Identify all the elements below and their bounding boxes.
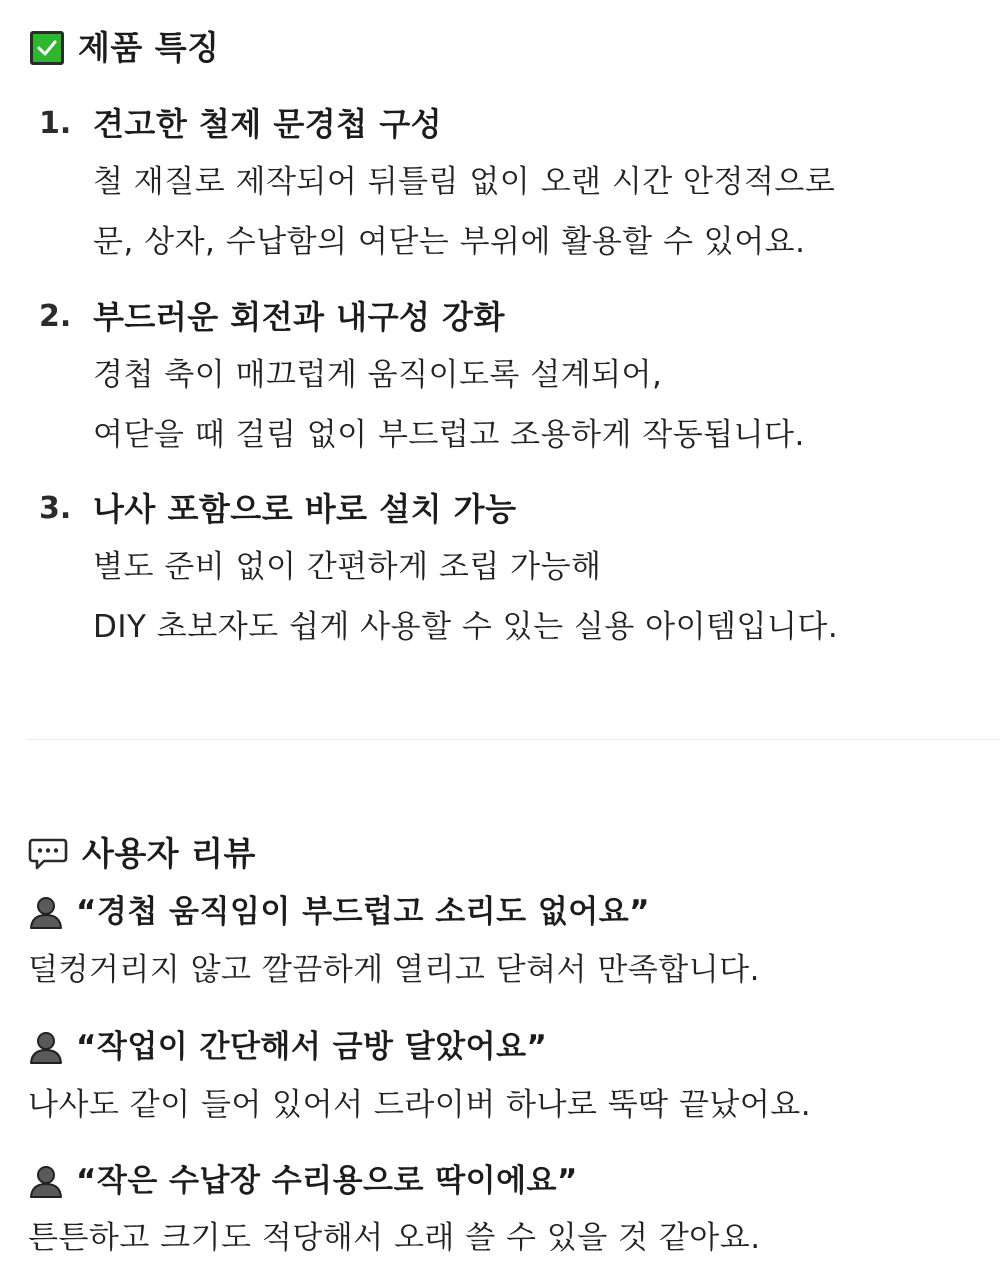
section-divider: [26, 739, 1000, 740]
review-title-text: “경첩 움직임이 부드럽고 소리도 없어요”: [76, 894, 651, 930]
person-icon: [28, 895, 64, 929]
feature-description-line: 문, 상자, 수납함의 여닫는 부위에 활용할 수 있어요.: [93, 224, 806, 260]
person-icon: [28, 1030, 64, 1064]
review-body: 나사도 같이 들어 있어서 드라이버 하나로 뚝딱 끝났어요.: [28, 1087, 812, 1123]
feature-number: 3.: [39, 491, 72, 526]
review-title: [28, 1027, 547, 1067]
check-box-icon: [30, 31, 64, 65]
features-section: [0, 28, 1000, 68]
review-title-text: “작은 수납장 수리용으로 딱이에요”: [76, 1163, 578, 1199]
reviews-heading-text: 사용자 리뷰: [82, 834, 256, 873]
review-title: [28, 892, 650, 932]
reviews-section: [0, 834, 1000, 874]
features-heading: [30, 28, 1000, 68]
feature-title: 견고한 철제 문경첩 구성: [93, 105, 443, 143]
feature-title: 부드러운 회전과 내구성 강화: [93, 298, 505, 336]
speech-bubble-icon: [28, 837, 68, 871]
review-body: 튼튼하고 크기도 적당해서 오래 쓸 수 있을 것 같아요.: [28, 1220, 761, 1256]
feature-description-line: 여닫을 때 걸림 없이 부드럽고 조용하게 작동됩니다.: [93, 417, 805, 453]
reviews-heading: [28, 834, 1000, 874]
feature-number: 2.: [39, 299, 72, 334]
person-icon: [28, 1164, 64, 1198]
feature-description-line: DIY 초보자도 쉽게 사용할 수 있는 실용 아이템입니다.: [93, 609, 839, 645]
feature-title: 나사 포함으로 바로 설치 가능: [93, 490, 517, 528]
review-title-text: “작업이 간단해서 금방 달았어요”: [76, 1029, 548, 1065]
feature-number: 1.: [39, 106, 72, 141]
feature-description-line: 별도 준비 없이 간편하게 조립 가능해: [93, 549, 602, 585]
review-body: 덜컹거리지 않고 깔끔하게 열리고 닫혀서 만족합니다.: [28, 952, 760, 988]
feature-description-line: 철 재질로 제작되어 뒤틀림 없이 오랜 시간 안정적으로: [93, 164, 836, 200]
review-title: [28, 1161, 578, 1201]
features-heading-text: 제품 특징: [78, 28, 220, 67]
feature-description-line: 경첩 축이 매끄럽게 움직이도록 설계되어,: [93, 357, 663, 393]
